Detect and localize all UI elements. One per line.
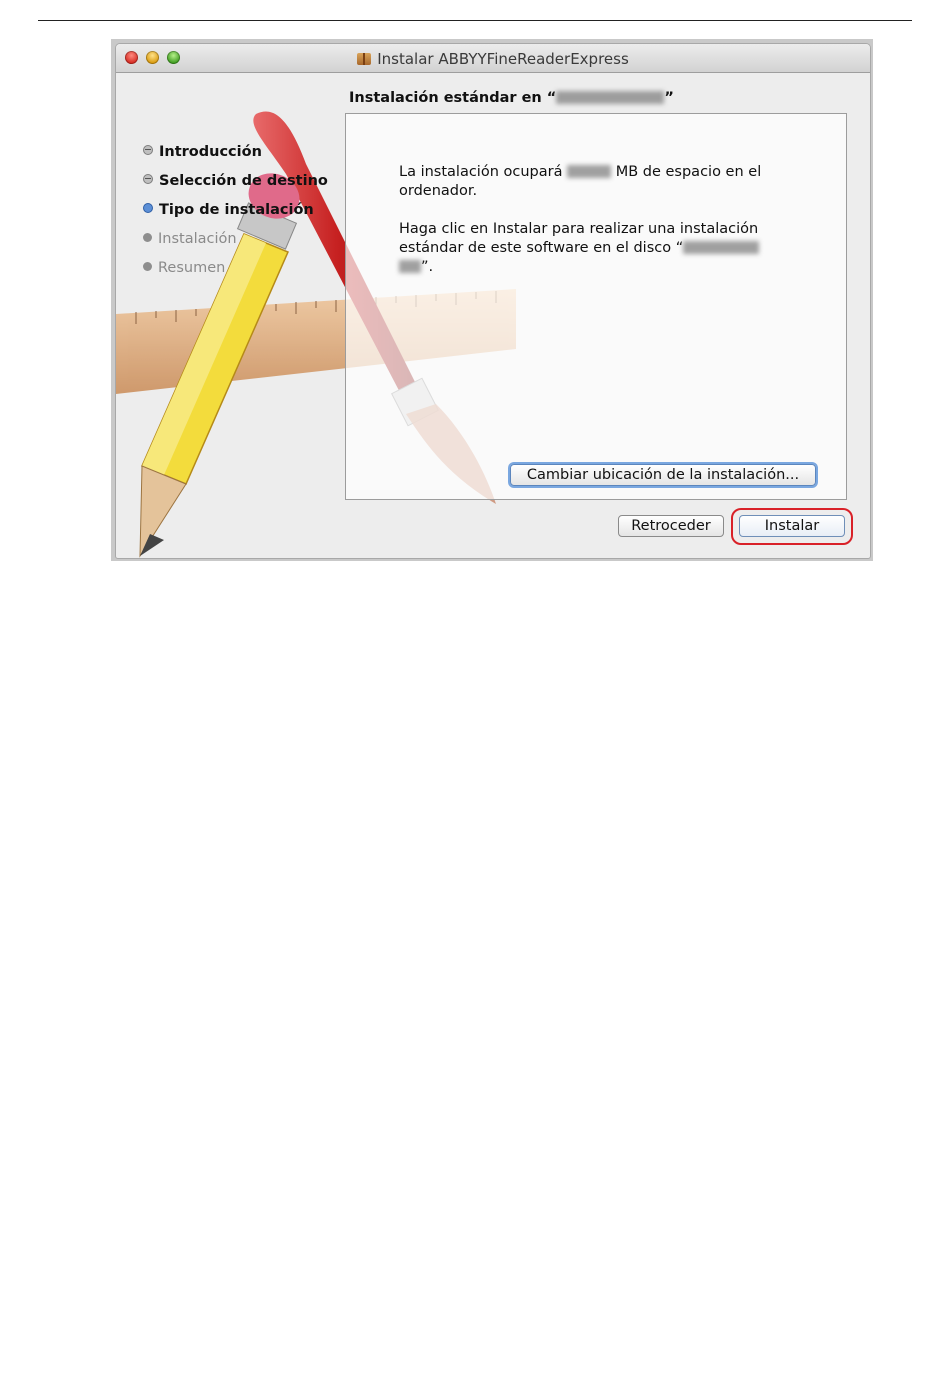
package-icon: [357, 53, 371, 65]
step-introduccion: [143, 144, 262, 160]
window-title: Instalar ABBYYFineReaderExpress: [377, 50, 629, 68]
installer-screenshot: [111, 39, 873, 561]
content-panel: [345, 113, 847, 500]
space-required-text: [399, 163, 779, 201]
step-label: Resumen: [158, 260, 226, 276]
installer-window: [115, 43, 871, 559]
step-done-icon: [143, 174, 153, 184]
page-top-rule: [38, 20, 912, 21]
install-line1: Haga clic en Instalar para realizar una instalación: [399, 221, 759, 237]
redacted-disk-name: [683, 241, 759, 254]
redacted-disk-name: [399, 260, 421, 273]
size-suffix: MB de espacio en el: [615, 164, 762, 180]
heading-suffix: ”: [664, 90, 674, 106]
step-label: Introducción: [159, 144, 262, 160]
install-line2: estándar de este software en el disco “: [399, 240, 684, 256]
step-done-icon: [143, 145, 153, 155]
step-pending-icon: [143, 233, 152, 242]
heading-prefix: Instalación estándar en “: [349, 90, 557, 106]
install-button[interactable]: Instalar: [739, 515, 845, 537]
step-seleccion-destino: [143, 173, 328, 189]
redacted-size: [567, 165, 611, 178]
size-line2: ordenador.: [399, 183, 478, 199]
redacted-disk-name: [556, 91, 664, 104]
step-label: Selección de destino: [159, 173, 328, 189]
step-tipo-instalacion: [143, 202, 314, 218]
panel-heading: [349, 90, 674, 106]
step-current-icon: [143, 203, 153, 213]
install-instructions-text: [399, 220, 779, 277]
title-bar[interactable]: [116, 44, 870, 73]
install-line3: ”.: [421, 259, 434, 275]
step-label: Tipo de instalación: [159, 202, 314, 218]
step-label: Instalación: [158, 231, 237, 247]
install-highlight-ring: [731, 508, 853, 545]
step-resumen: [143, 260, 225, 276]
back-button[interactable]: Retroceder: [618, 515, 724, 537]
change-location-button[interactable]: Cambiar ubicación de la instalación...: [510, 464, 816, 486]
window-title-wrap: [116, 50, 870, 68]
step-instalacion: [143, 231, 237, 247]
size-prefix: La instalación ocupará: [399, 164, 563, 180]
step-pending-icon: [143, 262, 152, 271]
